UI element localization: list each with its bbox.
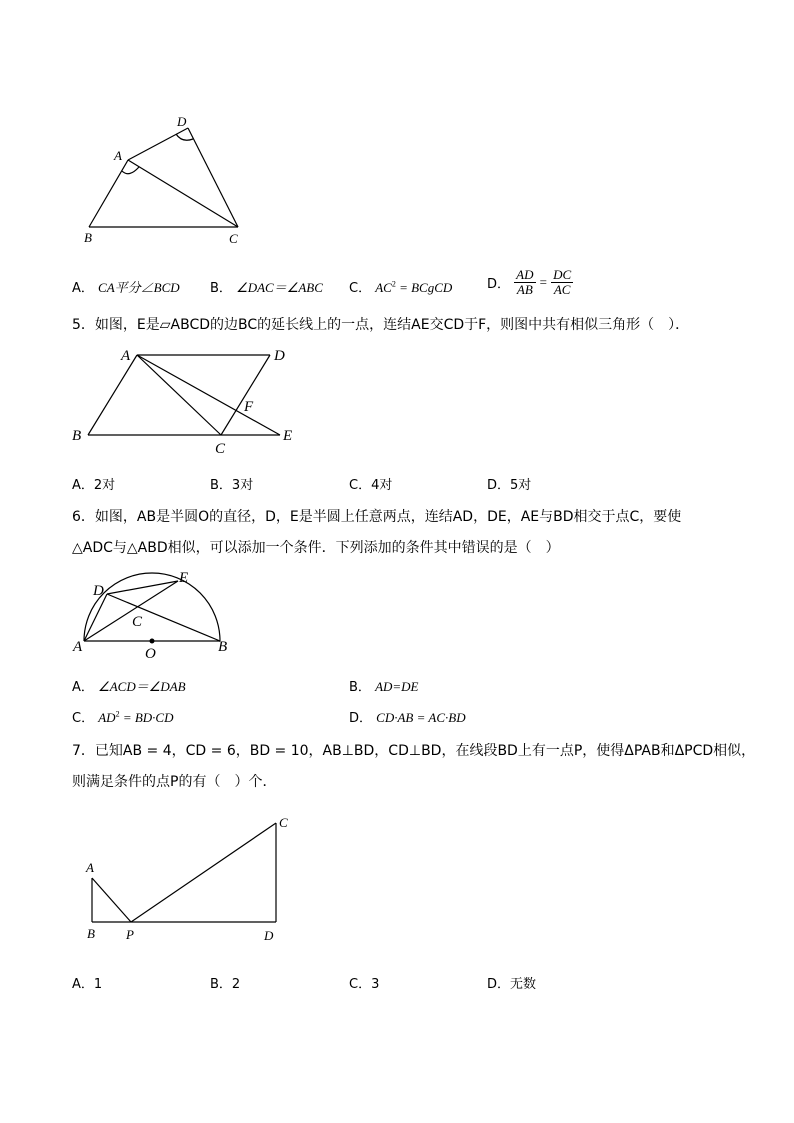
q7-option-c (349, 973, 379, 992)
q7-label-c: C (279, 815, 288, 830)
q5-option-b (210, 474, 253, 493)
option-text-pre: AC (375, 280, 392, 295)
q5-label-a: A (121, 348, 131, 364)
option-letter: B． (210, 977, 232, 992)
q4-label-d: D (177, 114, 187, 129)
q6-label-o: O (145, 646, 156, 662)
q6-center-dot (150, 639, 155, 644)
option-text: CD·AB = AC·BD (376, 710, 466, 725)
option-text: CA平分∠BCD (98, 280, 180, 295)
option-sup: 2 (391, 279, 396, 289)
q5-seg-dc (221, 355, 270, 435)
q6-label-e: E (179, 570, 189, 586)
q5-seg-ae (137, 355, 280, 435)
q4-label-c: C (229, 231, 238, 246)
q6-label-b: B (218, 639, 228, 655)
q7-option-d (487, 973, 536, 992)
option-text: 5对 (510, 478, 532, 493)
q5-label-f: F (244, 399, 254, 415)
option-text: 3 (371, 977, 380, 992)
q5-seg-ac (137, 355, 221, 435)
q6-stem-line1: 6．如图，AB是半圆O的直径，D，E是半圆上任意两点，连结AD，DE，AE与BD相交于点C，要使 (72, 509, 682, 525)
q6-stem-line2: △ADC与△ABD相似，可以添加一个条件．下列添加的条件其中错误的是（ ） (72, 540, 560, 556)
option-letter: C． (349, 977, 372, 992)
q7-label-a: A (86, 860, 94, 875)
q6-option-b (349, 676, 419, 695)
q6-seg-bd (107, 594, 220, 641)
option-letter: D． (487, 478, 511, 493)
option-text-post: = BD·CD (119, 710, 174, 725)
option-text: 4对 (371, 478, 393, 493)
q5-label-d: D (274, 348, 285, 364)
option-letter: A． (72, 977, 94, 992)
q4-angle-mark-a (122, 167, 139, 174)
q6-option-c (72, 707, 173, 726)
fraction-ad-ab (514, 268, 535, 297)
option-letter: B． (210, 281, 232, 296)
option-letter: C． (349, 478, 372, 493)
q7-option-a (72, 973, 102, 992)
option-letter: C． (72, 711, 95, 726)
option-letter: A． (72, 680, 94, 695)
option-text-pre: AD (98, 710, 116, 725)
q5-option-a (72, 474, 115, 493)
q4-option-a (72, 277, 180, 296)
q5-stem: 5．如图，E是▱ABCD的边BC的延长线上的一点，连结AE交CD于F，则图中共有相似三角形（ ）． (72, 317, 690, 333)
option-letter: B． (349, 680, 371, 695)
option-letter: C． (349, 281, 372, 296)
q7-label-p: P (126, 927, 134, 942)
q4-option-d (487, 268, 573, 297)
q5-seg-ab (88, 355, 137, 435)
q5-label-e: E (283, 428, 293, 444)
q6-label-c: C (132, 614, 143, 630)
q5-label-c: C (215, 441, 226, 457)
q7-label-b: B (87, 926, 95, 941)
q5-option-c (349, 474, 392, 493)
q4-seg-ab (89, 160, 128, 227)
frac-num: DC (553, 267, 572, 282)
equals-sign: = (539, 274, 547, 290)
q4-option-b (210, 277, 323, 296)
q6-seg-ae (84, 581, 178, 641)
frac-den: AB (516, 282, 533, 297)
option-letter: D． (487, 977, 511, 992)
q6-semicircle (84, 573, 220, 641)
q6-label-a: A (73, 639, 83, 655)
q4-seg-ad (128, 128, 188, 160)
q4-label-a: A (114, 148, 122, 163)
q7-stem-line2: 则满足条件的点P的有（ ）个． (72, 774, 277, 790)
fraction-dc-ac (551, 268, 573, 297)
q7-option-b (210, 973, 240, 992)
option-letter: A． (72, 281, 94, 296)
q4-angle-mark-d (176, 134, 193, 140)
q4-seg-ac (128, 160, 238, 227)
q6-option-a (72, 676, 186, 695)
option-text: 2对 (93, 478, 116, 493)
q6-seg-ad (84, 594, 107, 641)
option-text: AD=DE (375, 679, 419, 694)
option-letter: D． (487, 277, 511, 292)
option-text: 无数 (510, 977, 537, 992)
q4-option-c (349, 277, 452, 296)
q4-seg-dc (188, 128, 238, 227)
q6-option-d (349, 707, 466, 726)
q7-seg-pc (131, 823, 276, 922)
q5-label-b: B (72, 428, 82, 444)
option-text: 1 (93, 977, 103, 992)
frac-num: AD (516, 267, 534, 282)
q7-seg-ap (92, 878, 131, 922)
q7-label-d: D (264, 928, 274, 943)
option-text-post: = BCgCD (395, 280, 453, 295)
option-text: ∠ACD＝∠DAB (98, 679, 186, 694)
q7-stem-line1: 7．已知AB = 4，CD = 6，BD = 10，AB⊥BD，CD⊥BD，在线段BD上有一点P，使得ΔPAB和ΔPCD相似， (72, 743, 756, 759)
option-text: 2 (231, 977, 241, 992)
option-letter: D． (349, 711, 373, 726)
option-letter: B． (210, 478, 232, 493)
frac-den: AC (553, 282, 571, 297)
option-sup: 2 (115, 709, 120, 719)
option-letter: A． (72, 478, 94, 493)
q5-option-d (487, 474, 531, 493)
option-text: 3对 (231, 478, 254, 493)
q4-label-b: B (84, 230, 92, 245)
q6-seg-de (107, 581, 178, 594)
option-text: ∠DAC＝∠ABC (236, 280, 323, 295)
q6-label-d: D (93, 583, 104, 599)
